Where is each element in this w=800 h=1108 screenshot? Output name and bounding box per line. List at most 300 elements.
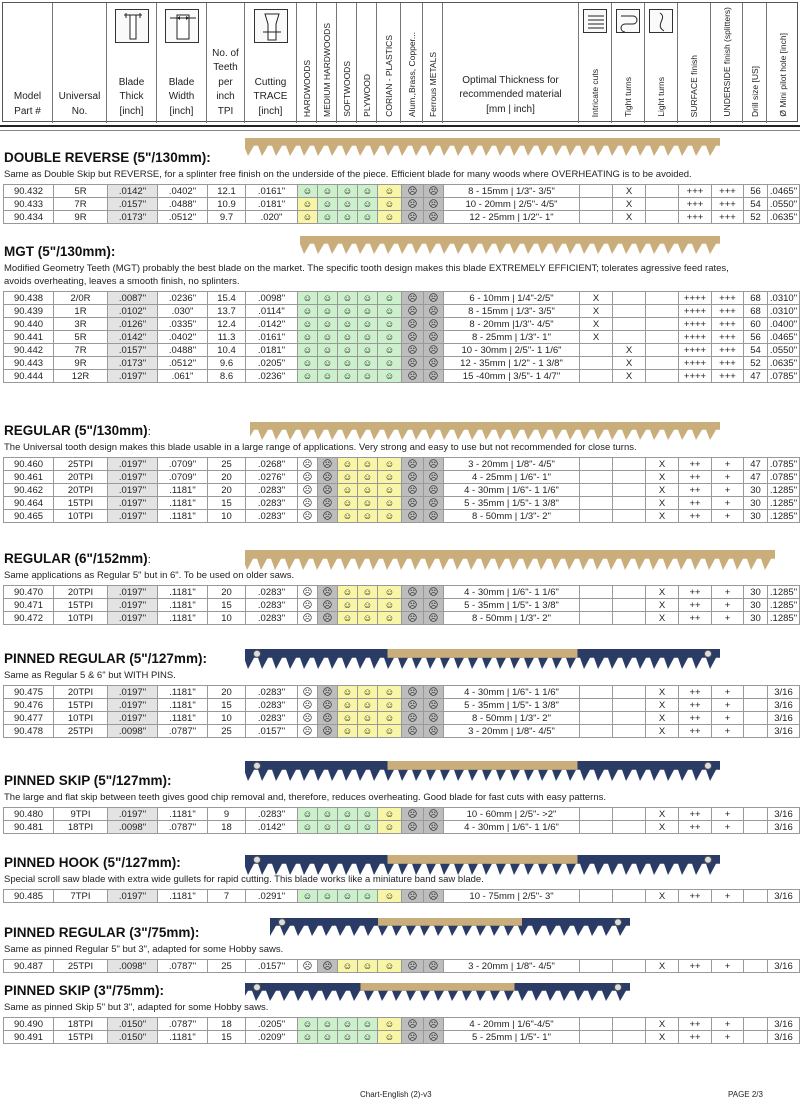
table-cell: X: [613, 185, 646, 198]
table-cell: [580, 808, 613, 821]
cutting-trace-icon: [254, 9, 288, 43]
table-cell: .0709": [158, 471, 208, 484]
table-cell: .1181": [158, 1031, 208, 1044]
table-row: [4, 484, 800, 497]
saw-blade-image: [245, 855, 720, 877]
table-cell: +++: [712, 357, 744, 370]
bad-face-icon: ☹: [298, 510, 318, 523]
good-face-icon: ☺: [338, 586, 358, 599]
table-cell: 30: [744, 484, 768, 497]
good-face-icon: ☺: [378, 318, 402, 331]
table-cell: ++++: [679, 318, 712, 331]
table-row: [4, 1018, 800, 1031]
good-face-icon: ☺: [378, 1031, 402, 1044]
good-face-icon: ☺: [338, 808, 358, 821]
table-row: [4, 510, 800, 523]
table-cell: [744, 821, 768, 834]
bad-face-icon: ☹: [424, 586, 444, 599]
table-cell: X: [580, 318, 613, 331]
bad-face-icon: ☹: [424, 198, 444, 211]
table-row: [4, 599, 800, 612]
table-cell: +: [712, 960, 744, 973]
table-row: [4, 458, 800, 471]
bad-face-icon: ☹: [424, 185, 444, 198]
table-cell: .0785": [768, 471, 800, 484]
table-cell: .0197": [108, 370, 158, 383]
good-face-icon: ☺: [338, 699, 358, 712]
table-cell: 90.460: [4, 458, 54, 471]
table-cell: [613, 890, 646, 903]
section-title-text: PINNED REGULAR (3"/75mm):: [4, 925, 200, 940]
bad-face-icon: ☹: [424, 305, 444, 318]
bad-face-icon: ☹: [318, 471, 338, 484]
table-cell: .0488": [158, 198, 208, 211]
table-cell: [580, 344, 613, 357]
table-cell: 10 - 75mm | 2/5"- 3": [444, 890, 580, 903]
table-cell: 90.476: [4, 699, 54, 712]
table-cell: X: [646, 1031, 679, 1044]
table-cell: 15TPI: [54, 1031, 108, 1044]
table-cell: X: [646, 612, 679, 625]
table-cell: 10 - 60mm | 2/5"- >2": [444, 808, 580, 821]
table-cell: .0181": [246, 344, 298, 357]
table-cell: 2/0R: [54, 292, 108, 305]
good-face-icon: ☺: [338, 370, 358, 383]
table-row: [4, 1031, 800, 1044]
table-cell: +: [712, 484, 744, 497]
good-face-icon: ☺: [378, 331, 402, 344]
table-cell: 18TPI: [54, 1018, 108, 1031]
table-cell: 90.434: [4, 211, 54, 224]
table-cell: .1181": [158, 712, 208, 725]
table-cell: 25: [208, 458, 246, 471]
table-cell: [580, 586, 613, 599]
good-face-icon: ☺: [358, 725, 378, 738]
table-cell: .0785": [768, 458, 800, 471]
table-cell: 20: [208, 484, 246, 497]
table-row: [4, 305, 800, 318]
table-cell: 15: [208, 497, 246, 510]
good-face-icon: ☺: [378, 510, 402, 523]
bad-face-icon: ☹: [318, 586, 338, 599]
table-cell: 90.440: [4, 318, 54, 331]
bad-face-icon: ☹: [424, 1018, 444, 1031]
good-face-icon: ☺: [338, 725, 358, 738]
table-cell: .0283": [246, 712, 298, 725]
blade-table: [3, 184, 800, 224]
table-cell: 4 - 30mm | 1/6"- 1 1/6": [444, 821, 580, 834]
good-face-icon: ☺: [378, 808, 402, 821]
good-face-icon: ☺: [358, 960, 378, 973]
table-cell: .1181": [158, 510, 208, 523]
bad-face-icon: ☹: [298, 699, 318, 712]
good-face-icon: ☺: [358, 686, 378, 699]
bad-face-icon: ☹: [424, 471, 444, 484]
table-cell: 5R: [54, 185, 108, 198]
col-trace-header: Cutting TRACE [inch]: [245, 3, 297, 123]
table-cell: .0787": [158, 725, 208, 738]
table-row: [4, 331, 800, 344]
table-cell: +++: [679, 211, 712, 224]
section-title: [4, 773, 171, 788]
table-cell: 30: [744, 586, 768, 599]
table-cell: [744, 808, 768, 821]
table-cell: ++++: [679, 331, 712, 344]
table-cell: [646, 198, 679, 211]
bad-face-icon: ☹: [402, 808, 424, 821]
material-header: HARDWOODS: [301, 59, 312, 117]
table-cell: ++: [679, 484, 712, 497]
table-cell: ++: [679, 510, 712, 523]
table-cell: 90.438: [4, 292, 54, 305]
table-cell: .0236": [246, 370, 298, 383]
bad-face-icon: ☹: [424, 344, 444, 357]
bad-face-icon: ☹: [402, 344, 424, 357]
table-cell: 9.7: [208, 211, 246, 224]
bad-face-icon: ☹: [402, 686, 424, 699]
table-cell: [646, 292, 679, 305]
table-cell: X: [646, 686, 679, 699]
bad-face-icon: ☹: [402, 370, 424, 383]
table-cell: 90.487: [4, 960, 54, 973]
table-cell: 3/16: [768, 712, 800, 725]
table-cell: [580, 1031, 613, 1044]
table-cell: +++: [712, 331, 744, 344]
table-cell: 47: [744, 471, 768, 484]
table-cell: 9TPI: [54, 808, 108, 821]
good-face-icon: ☺: [358, 510, 378, 523]
table-cell: ++: [679, 699, 712, 712]
table-cell: 52: [744, 211, 768, 224]
table-cell: 30: [744, 599, 768, 612]
table-cell: [613, 305, 646, 318]
table-cell: .0114": [246, 305, 298, 318]
saw-blade-image: [245, 761, 720, 783]
good-face-icon: ☺: [378, 890, 402, 903]
table-cell: 12.4: [208, 318, 246, 331]
table-cell: [646, 331, 679, 344]
col-model-header: Model Part #: [3, 3, 53, 123]
light-turns-icon: [649, 9, 673, 33]
table-cell: .0205": [246, 357, 298, 370]
table-cell: ++: [679, 599, 712, 612]
table-cell: 3/16: [768, 821, 800, 834]
section-title: [4, 423, 151, 438]
table-cell: .1285": [768, 484, 800, 497]
table-cell: .1181": [158, 686, 208, 699]
bad-face-icon: ☹: [424, 890, 444, 903]
table-cell: 10: [208, 510, 246, 523]
table-cell: +++: [712, 185, 744, 198]
section-title: [4, 651, 207, 666]
table-cell: X: [646, 712, 679, 725]
table-cell: X: [646, 725, 679, 738]
good-face-icon: ☺: [378, 960, 402, 973]
table-cell: 10TPI: [54, 712, 108, 725]
table-cell: ++: [679, 686, 712, 699]
table-cell: [646, 185, 679, 198]
table-cell: .020": [246, 211, 298, 224]
saw-blade-image: [245, 550, 775, 572]
table-cell: 90.471: [4, 599, 54, 612]
good-face-icon: ☺: [358, 808, 378, 821]
section-title-suffix: :: [147, 426, 151, 438]
table-cell: 15TPI: [54, 497, 108, 510]
bad-face-icon: ☹: [402, 599, 424, 612]
table-cell: [744, 960, 768, 973]
table-cell: [580, 185, 613, 198]
table-cell: [744, 712, 768, 725]
table-cell: 56: [744, 331, 768, 344]
good-face-icon: ☺: [318, 370, 338, 383]
section-title: [4, 244, 115, 259]
section-title: [4, 551, 151, 566]
good-face-icon: ☺: [338, 357, 358, 370]
table-cell: 90.464: [4, 497, 54, 510]
table-cell: [580, 821, 613, 834]
blade-table: [3, 807, 800, 834]
table-cell: 7R: [54, 198, 108, 211]
table-cell: 11.3: [208, 331, 246, 344]
table-cell: +: [712, 890, 744, 903]
bad-face-icon: ☹: [402, 1031, 424, 1044]
table-cell: [580, 699, 613, 712]
table-cell: .0787": [158, 1018, 208, 1031]
col-thick-header: Blade Thick [inch]: [107, 3, 157, 123]
saw-blade-image: [245, 138, 720, 158]
table-cell: 20: [208, 586, 246, 599]
table-cell: 10 - 20mm | 2/5"- 4/5": [444, 198, 580, 211]
good-face-icon: ☺: [318, 198, 338, 211]
table-cell: ++++: [679, 305, 712, 318]
good-face-icon: ☺: [298, 292, 318, 305]
table-cell: 90.442: [4, 344, 54, 357]
good-face-icon: ☺: [358, 344, 378, 357]
table-cell: +: [712, 821, 744, 834]
table-cell: .0197": [108, 497, 158, 510]
table-cell: 3R: [54, 318, 108, 331]
table-cell: [580, 686, 613, 699]
table-cell: 25TPI: [54, 960, 108, 973]
section-title-text: PINNED REGULAR (5"/127mm):: [4, 651, 207, 666]
section-description: avoids overheating, leaves a smooth finish, no splinters.: [4, 276, 240, 287]
good-face-icon: ☺: [378, 370, 402, 383]
bad-face-icon: ☹: [402, 292, 424, 305]
table-cell: 20: [208, 471, 246, 484]
table-cell: .0283": [246, 808, 298, 821]
table-cell: ++++: [679, 357, 712, 370]
table-cell: .0098": [108, 960, 158, 973]
table-cell: +++: [712, 292, 744, 305]
table-cell: .0150": [108, 1018, 158, 1031]
good-face-icon: ☺: [318, 821, 338, 834]
table-cell: 15TPI: [54, 699, 108, 712]
header-divider: [0, 125, 800, 131]
table-cell: +++: [712, 211, 744, 224]
table-cell: 7: [208, 890, 246, 903]
table-cell: +: [712, 1018, 744, 1031]
blade-table: [3, 959, 800, 973]
good-face-icon: ☺: [378, 211, 402, 224]
table-cell: +++: [712, 318, 744, 331]
good-face-icon: ☺: [358, 890, 378, 903]
table-cell: ++: [679, 586, 712, 599]
table-cell: [613, 318, 646, 331]
table-cell: ++: [679, 1018, 712, 1031]
table-cell: [580, 357, 613, 370]
bad-face-icon: ☹: [424, 699, 444, 712]
table-cell: +: [712, 458, 744, 471]
table-cell: [646, 344, 679, 357]
table-cell: +: [712, 599, 744, 612]
table-row: [4, 344, 800, 357]
feature-header: Drill size [US]: [749, 65, 760, 117]
table-cell: 20TPI: [54, 686, 108, 699]
bad-face-icon: ☹: [424, 292, 444, 305]
table-row: [4, 612, 800, 625]
table-cell: 25TPI: [54, 458, 108, 471]
table-row: [4, 686, 800, 699]
table-cell: .1181": [158, 699, 208, 712]
table-cell: X: [646, 484, 679, 497]
table-cell: 9.6: [208, 357, 246, 370]
table-cell: [613, 699, 646, 712]
bad-face-icon: ☹: [424, 458, 444, 471]
bad-face-icon: ☹: [424, 1031, 444, 1044]
table-row: [4, 712, 800, 725]
table-header: [2, 2, 798, 122]
table-cell: [613, 458, 646, 471]
good-face-icon: ☺: [358, 484, 378, 497]
table-cell: ++++: [679, 344, 712, 357]
col-width-header: Blade Width [inch]: [157, 3, 207, 123]
table-cell: .0197": [108, 712, 158, 725]
good-face-icon: ☺: [298, 211, 318, 224]
table-cell: 3 - 20mm | 1/8"- 4/5": [444, 960, 580, 973]
table-cell: 3/16: [768, 808, 800, 821]
bad-face-icon: ☹: [402, 821, 424, 834]
table-cell: [613, 497, 646, 510]
bad-face-icon: ☹: [402, 1018, 424, 1031]
table-cell: [580, 370, 613, 383]
table-cell: 12.1: [208, 185, 246, 198]
table-cell: 90.481: [4, 821, 54, 834]
good-face-icon: ☺: [318, 318, 338, 331]
table-cell: ++: [679, 458, 712, 471]
bad-face-icon: ☹: [402, 357, 424, 370]
table-cell: .0205": [246, 1018, 298, 1031]
good-face-icon: ☺: [378, 821, 402, 834]
table-cell: .0512": [158, 211, 208, 224]
table-cell: 15.4: [208, 292, 246, 305]
table-cell: 47: [744, 458, 768, 471]
table-cell: .0150": [108, 1031, 158, 1044]
blade-table: [3, 889, 800, 903]
table-cell: 90.478: [4, 725, 54, 738]
table-cell: 90.475: [4, 686, 54, 699]
good-face-icon: ☺: [338, 686, 358, 699]
table-cell: X: [646, 599, 679, 612]
material-header: CORIAN - PLASTICS: [383, 35, 394, 117]
table-row: [4, 497, 800, 510]
table-cell: [580, 712, 613, 725]
good-face-icon: ☺: [378, 344, 402, 357]
table-cell: .1285": [768, 612, 800, 625]
table-cell: X: [646, 586, 679, 599]
table-cell: [580, 890, 613, 903]
table-cell: X: [646, 890, 679, 903]
table-cell: 90.491: [4, 1031, 54, 1044]
bad-face-icon: ☹: [424, 821, 444, 834]
table-cell: +: [712, 471, 744, 484]
table-cell: 3/16: [768, 686, 800, 699]
good-face-icon: ☺: [358, 318, 378, 331]
good-face-icon: ☺: [358, 331, 378, 344]
table-cell: 90.485: [4, 890, 54, 903]
table-cell: .0400": [768, 318, 800, 331]
table-cell: 4 - 30mm | 1/6"- 1 1/6": [444, 484, 580, 497]
table-cell: [744, 1031, 768, 1044]
table-cell: 8 - 50mm | 1/3"- 2": [444, 510, 580, 523]
table-cell: .0142": [108, 331, 158, 344]
table-cell: .0142": [108, 185, 158, 198]
table-cell: 25: [208, 725, 246, 738]
table-cell: [580, 471, 613, 484]
table-cell: .0236": [158, 292, 208, 305]
table-row: [4, 960, 800, 973]
table-cell: 9R: [54, 211, 108, 224]
table-cell: +: [712, 586, 744, 599]
good-face-icon: ☺: [298, 305, 318, 318]
table-cell: .0283": [246, 686, 298, 699]
table-cell: 60: [744, 318, 768, 331]
table-row: [4, 471, 800, 484]
good-face-icon: ☺: [298, 808, 318, 821]
good-face-icon: ☺: [378, 712, 402, 725]
table-cell: 90.472: [4, 612, 54, 625]
table-cell: [580, 599, 613, 612]
bad-face-icon: ☹: [424, 331, 444, 344]
table-cell: 12R: [54, 370, 108, 383]
table-cell: 90.461: [4, 471, 54, 484]
bad-face-icon: ☹: [424, 318, 444, 331]
table-cell: .0197": [108, 612, 158, 625]
table-cell: 90.477: [4, 712, 54, 725]
blade-table: [3, 685, 800, 738]
good-face-icon: ☺: [378, 305, 402, 318]
good-face-icon: ☺: [338, 344, 358, 357]
table-cell: .0197": [108, 686, 158, 699]
section-title: [4, 925, 199, 940]
table-row: [4, 725, 800, 738]
table-cell: X: [613, 198, 646, 211]
bad-face-icon: ☹: [318, 725, 338, 738]
table-cell: 7TPI: [54, 890, 108, 903]
good-face-icon: ☺: [358, 292, 378, 305]
section-title: [4, 150, 211, 165]
table-cell: ++: [679, 960, 712, 973]
table-cell: [613, 471, 646, 484]
table-cell: 6 - 10mm | 1/4"-2/5": [444, 292, 580, 305]
good-face-icon: ☺: [298, 890, 318, 903]
table-cell: .1181": [158, 497, 208, 510]
table-cell: .0157": [246, 960, 298, 973]
table-cell: [613, 712, 646, 725]
good-face-icon: ☺: [358, 185, 378, 198]
table-cell: 47: [744, 370, 768, 383]
table-cell: .0283": [246, 586, 298, 599]
table-cell: 8.6: [208, 370, 246, 383]
